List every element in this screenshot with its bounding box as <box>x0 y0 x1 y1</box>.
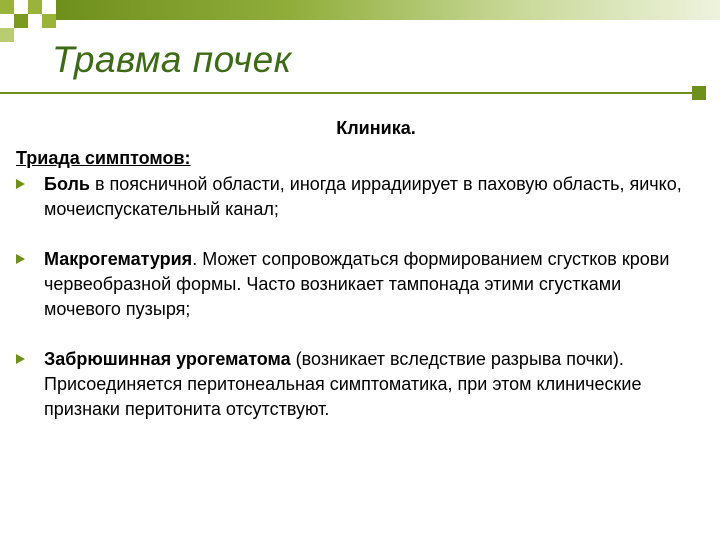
header-gradient-bar <box>56 0 720 20</box>
title-underline-square <box>692 86 706 100</box>
symptom-description: в поясничной области, иногда иррадиирует в паховую область, яичко, мочеиспускательный канал; <box>44 174 682 219</box>
symptom-description: (возникает вследствие разрыва почки). Присоединяется перитонеальная симптоматика, при этом клинические признаки перитонита отсутствуют. <box>44 349 642 419</box>
symptom-triad-heading: Триада симптомов: <box>16 148 191 168</box>
title-area <box>0 30 720 90</box>
title-underline <box>0 92 692 94</box>
section-heading: Клиника. <box>336 118 416 138</box>
symptom-term: Забрюшинная урогематома <box>44 349 291 369</box>
symptom-term: Боль <box>44 174 90 194</box>
decor-square <box>28 0 42 14</box>
list-item <box>16 247 696 322</box>
decor-square <box>42 14 56 28</box>
triangle-bullet-icon <box>16 254 25 264</box>
list-item <box>16 172 696 222</box>
triangle-bullet-icon <box>16 354 25 364</box>
list-item <box>16 347 696 422</box>
triangle-bullet-icon <box>16 179 25 189</box>
decor-square <box>14 14 28 28</box>
symptom-term: Макрогематурия <box>44 249 193 269</box>
slide-content <box>16 116 696 422</box>
symptom-list <box>16 172 696 422</box>
symptom-description: . Может сопровождаться формированием сгустков крови червеобразной формы. Часто возникает тампонада этими сгустками мочевого пузыря; <box>44 249 670 319</box>
decor-square <box>0 0 14 14</box>
slide-title: Травма почек <box>52 39 292 80</box>
